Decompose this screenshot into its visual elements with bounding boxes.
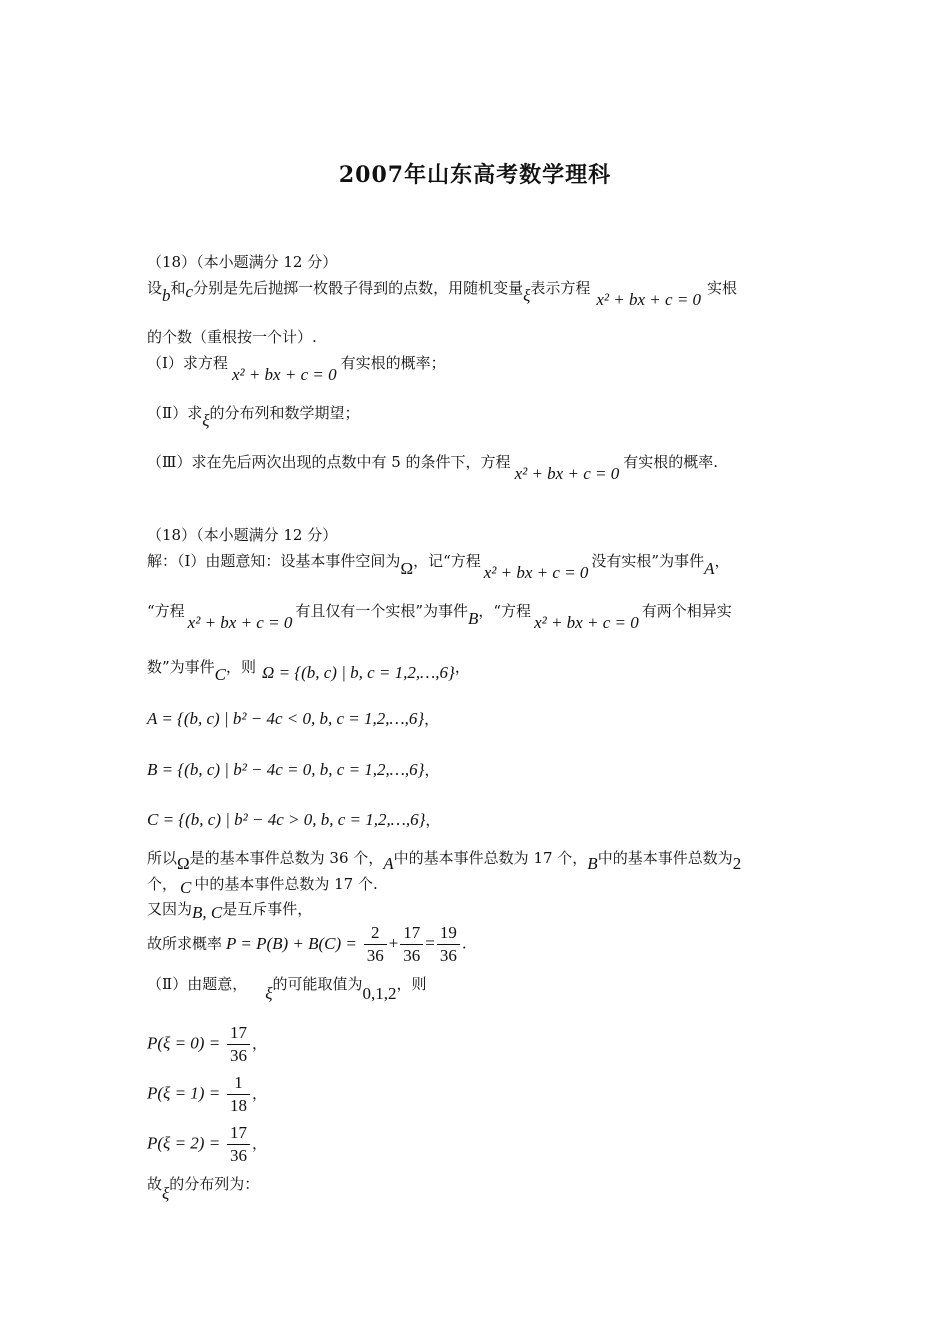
distribution-line: 故ξ的分布列为： xyxy=(147,1175,260,1203)
count-line-2: 个， C 中的基本事件总数为 17 个. xyxy=(147,875,378,897)
question-line-1: 设b和c分别是先后抛掷一枚骰子得到的点数，用随机变量ξ表示方程x² + bx + c = 0实根 xyxy=(147,279,738,309)
solution-line-1: 解：（Ⅰ）由题意知：设基本事件空间为Ω，记“方程x² + bx + c = 0没有实根”为事件A， xyxy=(147,552,730,582)
count-line-1: 所以Ω是的基本事件总数为 36 个，A中的基本事件总数为 17 个，B中的基本事件总数为2 xyxy=(147,849,742,873)
part-2-line: （Ⅱ）由题意， ξ的可能取值为0,1,2，则 xyxy=(147,975,427,1003)
probability-line: 故所求概率 P = P(B) + B(C) = $\frac{2}{36}$ + $\frac{17}{36}$ = $\frac{19}{36}$ . xyxy=(147,923,467,965)
question-line-2: 的个数（重根按一个计）. xyxy=(147,328,317,346)
prob-xi-0: P(ξ = 0) = $\frac{17}{36}$ ， xyxy=(147,1023,267,1065)
prob-xi-2: P(ξ = 2) = $\frac{17}{36}$ ， xyxy=(147,1123,267,1165)
solution-line-3: 数”为事件C，则 Ω = {(b, c) | b, c = 1,2,…,6}， xyxy=(147,658,470,684)
fraction-19-36: $\frac{19}{36}$ xyxy=(437,922,460,967)
fraction-2-36: $\frac{2}{36}$ xyxy=(364,922,387,967)
fraction-17-36: $\frac{17}{36}$ xyxy=(400,922,423,967)
question-part-3: （Ⅲ）求在先后两次出现的点数中有 5 的条件下，方程x² + bx + c = 0有实根的概率. xyxy=(147,453,718,483)
set-B-formula: B = {(b, c) | b² − 4c = 0, b, c = 1,2,…,6}， xyxy=(147,760,440,779)
set-C-formula: C = {(b, c) | b² − 4c > 0, b, c = 1,2,…,6}， xyxy=(147,810,441,829)
page-title: 2007年山东高考数学理科 xyxy=(338,162,612,188)
question-part-2: （Ⅱ）求ξ的分布列和数学期望； xyxy=(147,404,360,430)
set-A-formula: A = {(b, c) | b² − 4c < 0, b, c = 1,2,…,6}， xyxy=(147,709,440,728)
solution-line-2: “方程x² + bx + c = 0有且仅有一个实根”为事件B，“方程x² + bx + c = 0有两个相异实 xyxy=(147,602,732,632)
question-header: （18）（本小题满分 12 分） xyxy=(147,253,338,271)
solution-header: （18）（本小题满分 12 分） xyxy=(147,526,338,544)
question-part-1: （Ⅰ）求方程x² + bx + c = 0有实根的概率； xyxy=(147,354,446,384)
mutex-line: 又因为B, C是互斥事件， xyxy=(147,900,313,922)
prob-xi-1: P(ξ = 1) = $\frac{1}{18}$ ， xyxy=(147,1073,267,1115)
